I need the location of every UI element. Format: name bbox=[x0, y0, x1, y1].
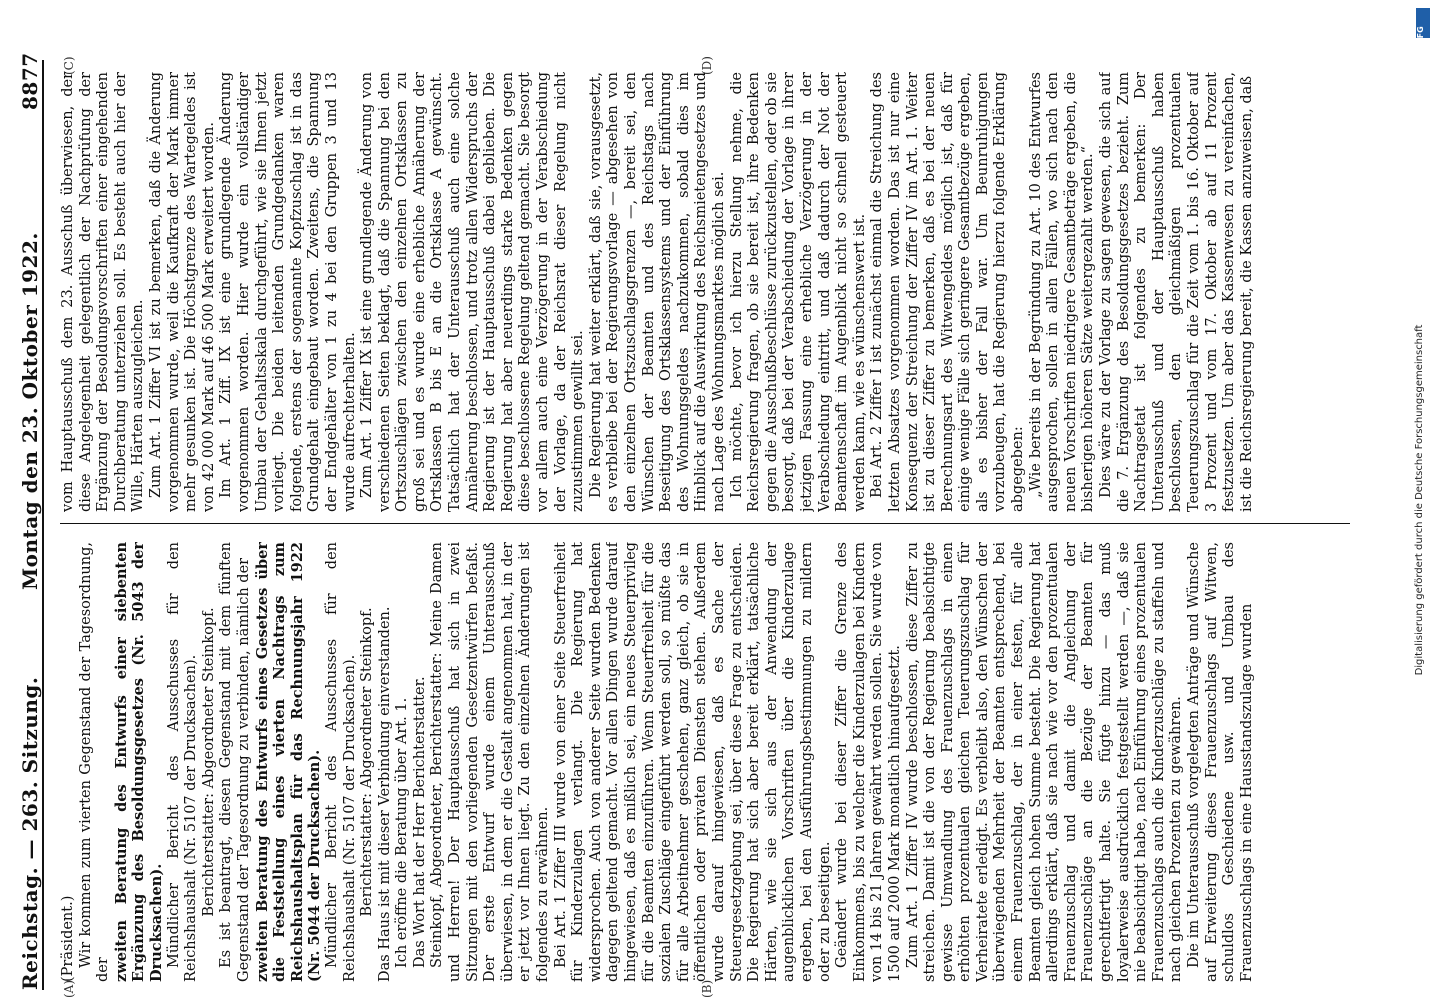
paragraph: Zum Art. 1 Ziffer IX ist eine grundlegende Änderung von verschiedenen Seiten beklagt, daß die Spannung bei den Ortszuschlägen zwischen den einzelnen Ortsklassen zu groß sei und es wurde eine erhebliche Annäherung der Ortsklassen B bis E an die Ortsklasse A gewünscht. Tatsächlich hat der Unterausschuß auch eine solche Annäherung beschlossen, und trotz allen Widerspruchs der Regierung ist der Hauptausschuß dabei geblieben. Die Regierung hat aber neuerdings starke Bedenken gegen diese beschlossene Regelung geltend gemacht. Sie besorgt vor allem auch eine Verzögerung in der Verabschiedung der Vorlage, da der Reichsrat dieser Regelung nicht zuzustimmen gewillt sei. bbox=[359, 72, 587, 512]
digitization-note-text: Digitalisierung gefördert durch die Deutsche Forschungsgemeinschaft bbox=[1414, 324, 1425, 676]
paragraph: Im Art. 1 Ziff. IX ist eine grundlegende Änderung vorgenommen worden. Hier wurde ein vollständiger Umbau der Gehaltsskala durchgeführt, wie sie Ihnen jetzt vorliegt. Die beiden leitenden Grundgedanken waren folgende, erstens der sogenannte Kopfzuschlag ist in das Grundgehalt eingebaut worden. Zweitens, die Spannung der Endgehälter von 1 zu 4 bei den Gruppen 3 und 13 wurde aufrechterhalten. bbox=[218, 72, 358, 512]
paragraph: Die Regierung hat weiter erklärt, daß sie, vorausgesetzt, es verbleibe bei der Regierungsvorlage — abgesehen von den einzelnen Ortszuschlagsgrenzen —, bereit sei, den Wünschen der Beamten und des Reichstags nach Beseitigung des Ortsklassensystems und der Einführung des Wohnungsgeldes nachzukommen, sobald dies im Hinblick auf die Auswirkung des Reichsmietengesetzes und nach Lage des Wohnungsmarktes möglich sei. bbox=[587, 72, 727, 512]
paragraph: Mündlicher Bericht des Ausschusses für den Reichshaushalt (Nr. 5107 der Drucksachen). bbox=[165, 542, 200, 982]
paragraph: Das Haus ist mit dieser Verbindung einverstanden. bbox=[376, 606, 393, 982]
paragraph: vom Hauptausschuß dem 23. Ausschuß überwiesen, der diese Angelegenheit gelegentlich der Nachprüfung der Ergänzung der Besoldungsvorschriften einer eingehenden Durchberatung unterziehen soll. Es besteht auch hier der Wille, Härten auszugleichen. bbox=[60, 72, 147, 512]
page-number: 8877 bbox=[18, 52, 42, 110]
paragraph: Dies wäre zu der Vorlage zu sagen gewesen, die sich auf die 7. Ergänzung des Besoldungsgesetzes bezieht. Zum Nachtragsetat ist folgendes zu bemerken: Der Unterausschuß und der Hauptausschuß haben beschlossen, den gleichmäßigen prozentualen Teuerungszuschlag für die Zeit vom 1. bis 16. Oktober auf 3 Prozent und vom 17. Oktober ab auf 11 Prozent festzusetzen. Um aber das Kassenwesen zu vereinfachen, ist die Reichsregierung bereit, die Kassen anzuweisen, daß bbox=[1098, 72, 1255, 512]
header-center: Montag den 23. Oktober 1922. bbox=[18, 232, 42, 590]
dfg-logo: DFG bbox=[1416, 8, 1430, 38]
paragraph: Berichterstatter: Abgeordneter Steinkopf. bbox=[200, 607, 217, 917]
margin-mark-b: (B) bbox=[700, 979, 714, 998]
agenda-item-title: zweiten Beratung des Entwurfs eines Gesetzes über die Feststellung eines vierten Nachtrags zum Reichshaushaltsplan für das Rechnungsjahr 1922 (Nr. 5044 der Drucksachen). bbox=[253, 542, 324, 982]
paragraph: Mündlicher Bericht des Ausschusses für den Reichshaushalt (Nr. 5107 der Drucksachen). bbox=[323, 542, 358, 982]
paragraph: Zum Art. 1 Ziffer IV wurde beschlossen, diese Ziffer zu streichen. Damit ist die von der Regierung beabsichtigte gewisse Umwandlung des Frauenzuschlags in einen erhöhten prozentualen gleichen Teuerungszuschlag für Verheiratete erledigt. Es verbleibt also, den Wünschen der überwiegenden Mehrheit der Beamten entsprechend, bei einem Frauenzuschlag, der in einer festen, für alle Beamten gleich hohen Summe besteht. Die Regierung hat allerdings erklärt, daß sie nach wie vor den prozentualen Frauenzuschlag und damit die Angleichung der Frauenzuschläge an die Bezüge der Beamten für gerechtfertigt halte. Sie fügte hinzu — das muß loyalerweise ausdrücklich festgestellt werden —, daß sie nie beabsichtigt habe, nach Einführung eines prozentualen Frauenzuschlags auch die Kinderzuschläge zu staffeln und nach gleichen Prozenten zu gewähren. bbox=[904, 542, 1185, 982]
paragraph: Die im Unterausschuß vorgelegten Anträge und Wünsche auf Erweiterung dieses Frauenzuschlags auf Witwen, schuldlos Geschiedene usw. und Umbau des Frauenzuschlags in eine Hausstandszulage wurden bbox=[1186, 542, 1255, 982]
header-left: Reichstag. — 263. Sitzung. bbox=[18, 676, 42, 990]
paragraph: Es ist beantragt, diesen Gegenstand mit dem fünften Gegenstand der Tagesordnung zu verbinden, nämlich der bbox=[218, 542, 252, 982]
paragraph: Bei Art. 1 Ziffer III wurde von einer Seite Steuerfreiheit für Kinderzulagen verlangt. Die Regierung hat widersprochen. Auch von anderer Seite wurden Bedenken dagegen geltend gemacht. Vor allen Dingen wurde darauf hingewiesen, daß es mißlich sei, ein neues Steuerprivileg für die Beamten einzuführen. Wenn Steuerfreiheit für die sozialen Zuschläge eingeführt werden soll, so müßte das für alle Arbeitnehmer geschehen, ganz gleich, ob sie in öffentlichen oder privaten Diensten stehen. Außerdem wurde darauf hingewiesen, daß es Sache der Steuergesetzgebung sei, über diese Frage zu entscheiden. Die Regierung hat sich aber bereit erklärt, tatsächliche Härten, wie sie sich aus der Anwendung der augenblicklichen Vorschriften über die Kinderzulage ergeben, bei den Ausführungsbestimmungen zu mildern oder zu beseitigen. bbox=[552, 542, 833, 982]
right-column bbox=[60, 72, 1360, 512]
page-header bbox=[18, 52, 44, 990]
left-column bbox=[60, 542, 1360, 982]
rotated-newspaper-page bbox=[0, 50, 1375, 1000]
paragraph: Zum Art. 1 Ziffer VI ist zu bemerken, daß die Änderung vorgenommen wurde, weil die Kaufkraft der Mark immer mehr gesunken ist. Die Höchstgrenze des Wartegeldes ist von 42 000 Mark auf 46 500 Mark erweitert worden. bbox=[147, 72, 217, 512]
agenda-item-title: zweiten Beratung des Entwurfs einer siebenten Ergänzung des Besoldungsgesetzes (Nr. 5043 der Drucksachen). bbox=[112, 542, 165, 982]
paragraph: (Präsident.) bbox=[60, 895, 76, 982]
quotation: „Wie bereits in der Begründung zu Art. 10 des Entwurfes ausgesprochen, sollen in allen Fällen, wo sich nach den neuen Vorschriften niedrigere Gesamtbeträge ergeben, die bisherigen höheren Sätze weitergezahlt werden.“ bbox=[1027, 72, 1097, 512]
paragraph: Ich eröffne die Beratung über Art. 1. bbox=[394, 697, 411, 968]
margin-mark-d: (D) bbox=[700, 56, 714, 75]
margin-mark-c: (C) bbox=[62, 56, 76, 75]
paragraph: Das Wort hat der Herr Berichterstatter. bbox=[411, 676, 428, 968]
paragraph: Bei Art. 2 Ziffer I ist zunächst einmal die Streichung des letzten Absatzes vorgenommen worden. Das ist nur eine Konsequenz der Streichung der Ziffer IV im Art. 1. Weiter ist zu dieser Ziffer zu bemerken, daß es bei der neuen Berechnungsart des Witwengeldes möglich ist, daß für einige wenige Fälle sich geringere Gesamtbezüge ergeben, als es bisher der Fall war. Um Beunruhigungen vorzubeugen, hat die Regierung hierzu folgende Erklärung abgegeben: bbox=[869, 72, 1027, 512]
digitization-note bbox=[1414, 10, 1428, 990]
speech-paragraph: Steinkopf, Abgeordneter, Berichterstatter: Meine Damen und Herren! Der Hauptausschuß hat sich in zwei Sitzungen mit den vorliegenden Gesetzentwürfen befaßt. Der erste Entwurf wurde einem Unterausschuß überwiesen, in dem er die Gestalt angenommen hat, in der er jetzt vor Ihnen liegt. Zu den einzelnen Änderungen ist folgendes zu erwähnen. bbox=[429, 542, 552, 982]
paragraph: Ich möchte, bevor ich hierzu Stellung nehme, die Reichsregierung fragen, ob sie bereit ist, ihre Bedenken gegen die Ausschußbeschlüsse zurückzustellen, oder ob sie besorgt, daß bei der Verabschiedung der Vorlage in ihrer jetzigen Fassung eine erhebliche Verzögerung in der Verabschiedung eintritt, und daß dadurch der Not der Beamtenschaft im Augenblick nicht so schnell gesteuert werden kann, wie es wünschenswert ist. bbox=[728, 72, 868, 512]
paragraph: Geändert wurde bei dieser Ziffer die Grenze des Einkommens, bis zu welcher die Kinderzulagen bei Kindern von 14 bis 21 Jahren gewährt werden sollen. Sie wurde von 1500 auf 2000 Mark monatlich hinaufgesetzt. bbox=[834, 542, 903, 982]
paragraph: Wir kommen zum vierten Gegenstand der Tagesordnung, der bbox=[77, 542, 112, 982]
column-divider bbox=[60, 523, 1350, 524]
paragraph: Berichterstatter: Abgeordneter Steinkopf. bbox=[359, 607, 376, 917]
margin-mark-a: (A) bbox=[62, 979, 76, 998]
